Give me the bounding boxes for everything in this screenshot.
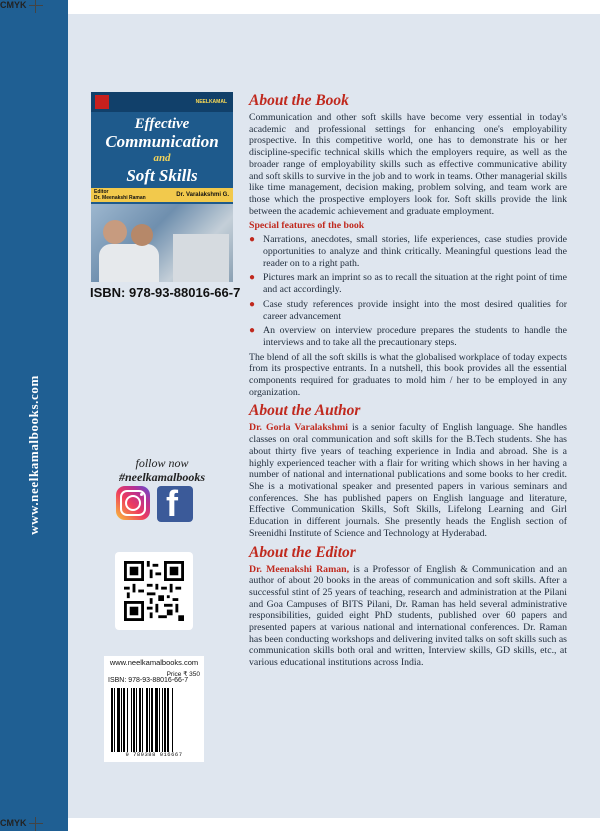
list-item: ● An overview on interview procedure prepares the students to handle the interviews and to take all the precautionary steps. — [249, 325, 567, 348]
barcode-stripe — [149, 688, 150, 752]
barcode-stripe — [146, 688, 148, 752]
price-label: Price ₹ 350 — [166, 671, 200, 678]
cmyk-mark-top: CMYK — [0, 0, 27, 10]
author-name: Dr. Gorla Varalakshmi — [249, 422, 348, 434]
thumbnail-photo — [91, 204, 233, 282]
barcode-stripe — [131, 688, 132, 752]
features-title: Special features of the book — [249, 220, 365, 232]
barcode-stripe — [114, 688, 115, 752]
thumbnail-editor — [94, 189, 146, 201]
barcode-stripe — [164, 688, 166, 752]
barcode-stripe — [111, 688, 113, 752]
author-bio: is a senior faculty of English language. She handles classes on oral communication and soft skills for the B.Tech students. She has about thirty five years of teaching experience in India and abroad. She is a highly experienced teacher with a flair for writing which shows in her having a number of national and international publications and some books to her credit. She is a motivational speaker and presented papers in various seminars and conferences. She has published papers on English language and literature, Effective Communication Skills, Soft Skills, Lifelong Learning and Girl Education in different journals. She presently heads the English section of Sreenidhi Institute of Science and Technology at Hyderabad. — [249, 422, 567, 539]
bullet-icon: ● — [249, 325, 256, 337]
instagram-icon[interactable] — [116, 486, 150, 520]
thumbnail-top-bar — [91, 92, 233, 112]
barcode-stripe — [123, 688, 125, 752]
about-editor-title: About the Editor — [249, 543, 356, 561]
barcode-stripe — [117, 688, 120, 752]
hashtag: #neelkamalbooks — [119, 470, 205, 484]
crosshair-icon — [29, 0, 43, 13]
editor-name: Dr. Meenakshi Raman, — [249, 563, 350, 575]
cmyk-mark-bottom: CMYK — [0, 818, 27, 828]
barcode-stripe — [127, 688, 128, 752]
barcode-panel — [104, 656, 204, 762]
about-editor-text — [249, 564, 567, 669]
barcode-website: www.neelkamalbooks.com — [109, 658, 199, 667]
barcode-stripe — [155, 688, 158, 752]
barcode-stripe — [136, 688, 137, 752]
about-book-title: About the Book — [249, 92, 349, 109]
barcode-stripe — [162, 688, 163, 752]
thumbnail-author: Dr. Varalakshmi G. — [176, 192, 229, 198]
editor-bio: is a Professor of English & Communication and an author of about 20 books in the areas of communication and soft skills. After a successful stint of 25 years of teaching, research and administration at the Pilani and Goa Campuses of BITS Pilani, Dr. Raman has held several administrative responsibilities, guided eight PhD students, published over 60 papers and presented papers at various national and international conferences. Dr. Raman has been conducting workshops and delivering invited talks on soft skills such as communication skills both oral and written, Interview skills, GD skills, etc., at various educational institutions across India. — [249, 563, 568, 669]
thumbnail-editor-label: Editor — [94, 189, 109, 195]
follow-block — [110, 456, 214, 484]
publisher-logo-icon — [95, 95, 109, 109]
barcode-isbn: ISBN: 978-93-88016-66-7 — [108, 677, 189, 684]
isbn-label: ISBN: 978-93-88016-66-7 — [90, 285, 241, 300]
barcode-stripe — [159, 688, 160, 752]
barcode-stripe — [167, 688, 169, 752]
list-item: ● Narrations, anecdotes, small stories, life experiences, case studies provide opportunities to analyze and think critically. Meaningful questions lead the reader on to a right path. — [249, 234, 567, 269]
barcode-icon — [110, 688, 198, 752]
barcode-stripe — [121, 688, 122, 752]
facebook-icon[interactable]: f — [157, 486, 193, 522]
list-item: ● Pictures mark an imprint so as to recall the situation at the right point of time and act accordingly. — [249, 272, 567, 296]
thumbnail-title-line4: Soft Skills — [126, 166, 198, 185]
spine — [0, 0, 68, 831]
list-item: ● Case study references provide insight into the most desired qualities for career advancement — [249, 298, 567, 322]
barcode-digits: 9 789388 016667 — [125, 751, 183, 758]
spine-website: www.neelkamalbooks.com — [26, 375, 41, 535]
thumbnail-title-line2: Communication — [105, 132, 219, 151]
thumbnail-title-line1: Effective — [134, 116, 190, 132]
thumbnail-publisher: NEELKAMAL — [195, 99, 227, 105]
qr-code-icon — [124, 561, 184, 621]
bullet-icon: ● — [249, 272, 256, 284]
thumbnail-editor-name: Dr. Meenakshi Raman — [94, 195, 146, 201]
bullet-icon: ● — [249, 234, 256, 246]
book-cover-thumbnail — [91, 92, 233, 282]
description-column — [249, 92, 567, 672]
about-author-text — [249, 422, 567, 539]
thumbnail-title-line3: and — [153, 152, 171, 164]
follow-text: follow now — [135, 456, 189, 470]
bullet-icon: ● — [249, 298, 256, 310]
qr-code[interactable] — [115, 552, 193, 630]
barcode-stripe — [151, 688, 153, 752]
barcode-stripe — [142, 688, 143, 752]
barcode-stripe — [139, 688, 141, 752]
features-list — [249, 234, 567, 348]
about-book-intro: Communication and other soft skills have become very essential in today's academic and professional settings for enhancing one's employability prospective. In this competitive world, one has to demonstrate his or her discipline-specific technical skills which the employers require, as well as the broader range of employability skills such as effective communicative ability and soft skills to survive in the job and to work in teams. Other managerial skills like time management, decision making, problem solving, and team work are those which the prospective employers look for. Soft skills provide the link between the academic achievement and graduate employment. — [249, 112, 567, 217]
about-author-title: About the Author — [249, 402, 361, 420]
barcode-stripe — [172, 688, 173, 752]
crosshair-icon — [29, 817, 43, 831]
barcode-stripe — [133, 688, 135, 752]
about-book-closing: The blend of all the soft skills is what the globalised workplace of today expects from its prospective entrants. In a nutshell, this book provides all the essential components required for graduates to mold him / her to be employed in any organization. — [249, 351, 567, 398]
